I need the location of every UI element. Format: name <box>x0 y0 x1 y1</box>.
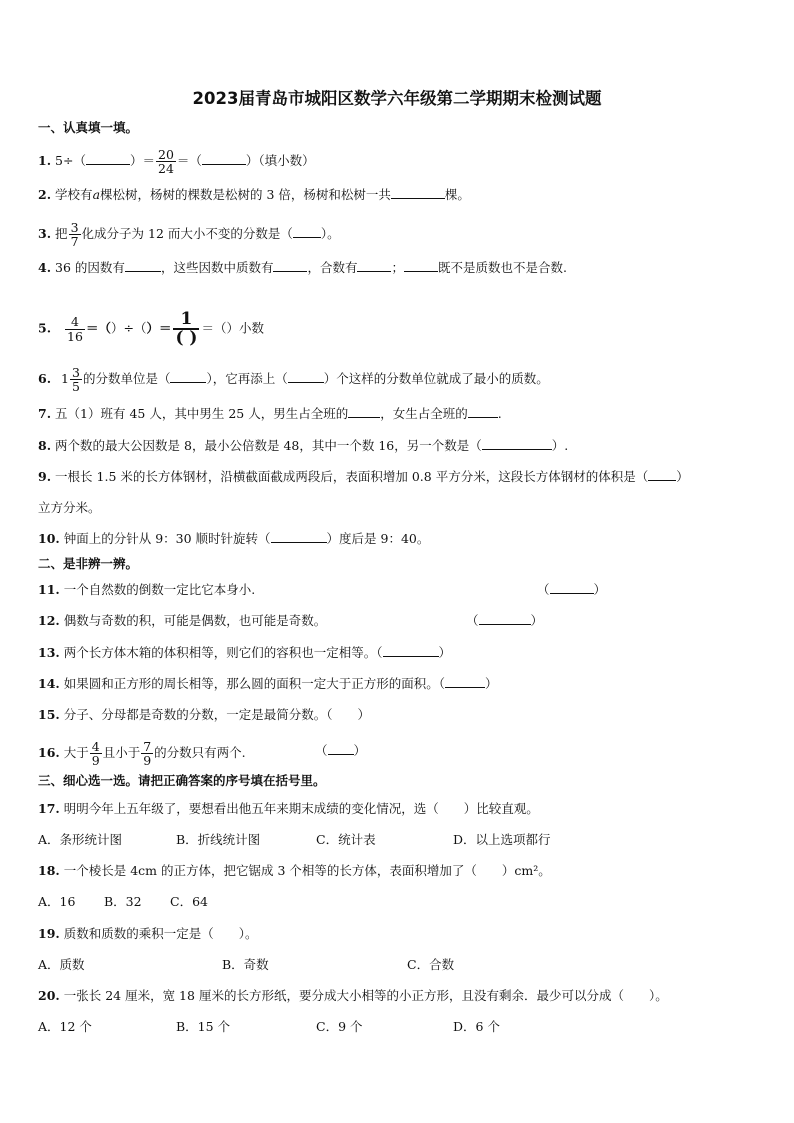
q12-text: 偶数与奇数的积，可能是偶数，也可能是奇数。 <box>63 613 327 628</box>
question-8 <box>38 440 568 453</box>
q19-text: 质数和质数的乘积一定是（ ）。 <box>63 926 258 941</box>
answer-blank[interactable] <box>445 686 485 688</box>
answer-blank[interactable] <box>273 270 307 272</box>
question-number: 12. <box>38 613 60 628</box>
q3-text-c: ）。 <box>320 226 340 242</box>
q9-text-b: ） <box>676 469 689 484</box>
q3-text-a: 把 <box>55 226 68 242</box>
q16-text-c: 的分数只有两个. <box>154 745 246 761</box>
q20-option-d[interactable]: D．6 个 <box>453 1019 500 1034</box>
answer-blank[interactable] <box>348 416 380 418</box>
q5-text-d: ＝（ <box>201 320 227 336</box>
q10-text-a: 钟面上的分针从 9：30 顺时针旋转（ <box>63 531 271 546</box>
question-number: 13. <box>38 645 60 660</box>
question-number: 14. <box>38 676 60 691</box>
q16-answer-bracket[interactable]: （ ） <box>315 743 367 758</box>
question-19 <box>38 928 258 941</box>
q5-text-c: ）＝ <box>146 320 172 336</box>
question-11 <box>38 584 255 597</box>
q4-text-c: ，合数有 <box>307 260 358 275</box>
question-6 <box>38 366 549 393</box>
answer-blank[interactable] <box>391 197 445 199</box>
question-15 <box>38 709 370 722</box>
question-number: 8. <box>38 438 52 453</box>
q16-text-a: 大于 <box>63 745 89 761</box>
q12-answer-bracket[interactable]: （ ） <box>466 613 544 628</box>
close-paren: ） <box>485 676 498 691</box>
answer-blank[interactable] <box>293 236 321 238</box>
q6-text-c: ）个这样的分数单位就成了最小的质数。 <box>323 371 549 387</box>
question-2 <box>38 189 470 202</box>
q19-option-c[interactable]: C．合数 <box>407 957 455 972</box>
question-number: 15. <box>38 707 60 722</box>
fraction: $\frac{20}{24}$ <box>158 147 174 177</box>
question-20 <box>38 990 668 1003</box>
fraction: $\frac{4}{16}$ <box>67 314 83 344</box>
q20-option-b[interactable]: B．15 个 <box>176 1019 231 1034</box>
q4-text-b: ，这些因数中质数有 <box>160 260 274 275</box>
q14-text: 如果圆和正方形的周长相等，那么圆的面积一定大于正方形的面积。（ <box>63 676 445 691</box>
q18-option-c[interactable]: C．64 <box>170 894 208 909</box>
q17-option-a[interactable]: A．条形统计图 <box>38 832 123 847</box>
question-18 <box>38 865 551 878</box>
q16-text-b: 且小于 <box>102 745 141 761</box>
answer-blank[interactable] <box>125 270 161 272</box>
question-number: 1. <box>38 153 52 169</box>
q9-text-a: 一根长 1.5 米的长方体钢材，沿横截面截成两段后，表面积增加 0.8 平方分米，这段长方体钢材的体积是（ <box>55 469 649 484</box>
q15-text: 分子、分母都是奇数的分数，一定是最简分数。（ ） <box>63 707 370 722</box>
q11-answer-bracket[interactable]: （ ） <box>537 582 607 597</box>
q6-text-b: ），它再添上（ <box>206 371 288 387</box>
question-number: 3. <box>38 226 52 242</box>
section-heading-2: 二、是非辨一辨。 <box>38 556 139 571</box>
question-3 <box>38 221 340 248</box>
q20-option-c[interactable]: C．9 个 <box>316 1019 363 1034</box>
q1-text-d: ）（填小数） <box>245 153 315 169</box>
q1-text-c: ＝（ <box>176 153 202 169</box>
fraction-with-blank-denominator: 1 ( ) <box>175 309 198 348</box>
question-number: 4. <box>38 260 52 275</box>
page-title: 2023届青岛市城阳区数学六年级第二学期期末检测试题 <box>192 89 602 108</box>
question-5 <box>38 311 264 347</box>
q10-text-b: ）度后是 9：40。 <box>326 531 430 546</box>
question-17 <box>38 803 539 816</box>
q5-text-e: ）小数 <box>226 320 265 336</box>
question-number: 16. <box>38 745 60 761</box>
q1-text-a: 5÷（ <box>55 153 86 169</box>
question-number: 17. <box>38 801 60 816</box>
answer-blank[interactable] <box>468 416 498 418</box>
mixed-number-whole: 1 <box>61 371 69 387</box>
q18-text: 一个棱长是 4cm 的正方体，把它锯成 3 个相等的长方体，表面积增加了（ ）cm²。 <box>63 863 551 878</box>
q1-text-b: ）＝ <box>129 153 155 169</box>
q8-text-b: ）. <box>551 438 569 453</box>
question-number: 9. <box>38 469 52 484</box>
q19-option-a[interactable]: A．质数 <box>38 957 85 972</box>
question-number: 5. <box>38 320 52 336</box>
answer-blank[interactable] <box>404 270 438 272</box>
answer-blank[interactable] <box>271 541 327 543</box>
fraction: $\frac{7}{9}$ <box>143 739 152 769</box>
answer-blank[interactable] <box>288 381 324 383</box>
fraction: $\frac{3}{5}$ <box>72 365 80 395</box>
answer-blank[interactable] <box>170 381 206 383</box>
q2-text-a: 学校有 <box>55 187 93 202</box>
answer-blank[interactable] <box>357 270 391 272</box>
q6-text-a: 的分数单位是（ <box>82 371 171 387</box>
q5-text-a: ＝（ <box>85 320 111 336</box>
question-9 <box>38 471 689 484</box>
answer-blank[interactable] <box>648 479 676 481</box>
question-7 <box>38 408 502 421</box>
q4-text-d: ； <box>391 260 404 275</box>
q4-text-e: 既不是质数也不是合数. <box>437 260 567 275</box>
q7-text-a: 五（1）班有 45 人，其中男生 25 人，男生占全班的 <box>55 406 349 421</box>
section-heading-1: 一、认真填一填。 <box>38 120 139 135</box>
question-16 <box>38 740 246 767</box>
q17-option-c[interactable]: C．统计表 <box>316 832 376 847</box>
q20-option-a[interactable]: A．12 个 <box>38 1019 92 1034</box>
q18-option-a[interactable]: A．16 <box>38 894 76 909</box>
question-13 <box>38 647 451 660</box>
answer-blank[interactable] <box>202 163 246 165</box>
variable-a: a <box>92 187 101 202</box>
question-number: 11. <box>38 582 60 597</box>
q19-option-b[interactable]: B．奇数 <box>222 957 269 972</box>
answer-blank[interactable] <box>86 163 130 165</box>
question-number: 20. <box>38 988 60 1003</box>
fraction: $\frac{3}{7}$ <box>70 220 79 250</box>
question-12 <box>38 615 326 628</box>
q3-text-b: 化成分子为 12 而大小不变的分数是（ <box>81 226 293 242</box>
q2-text-c: 棵。 <box>444 187 470 202</box>
section-heading-3: 三、细心选一选。请把正确答案的序号填在括号里。 <box>38 773 326 788</box>
close-paren: ） <box>438 645 452 660</box>
q11-text: 一个自然数的倒数一定比它本身小. <box>63 582 256 597</box>
q17-text: 明明今年上五年级了，要想看出他五年来期末成绩的变化情况，选（ ）比较直观。 <box>63 801 539 816</box>
q2-text-b: 棵松树，杨树的棵数是松树的 3 倍，杨树和松树一共 <box>100 187 391 202</box>
q13-text: 两个长方体木箱的体积相等，则它们的容积也一定相等。（ <box>63 645 383 660</box>
q5-text-b: ）÷（ <box>110 320 147 336</box>
answer-blank[interactable] <box>383 655 439 657</box>
q18-option-b[interactable]: B．32 <box>104 894 142 909</box>
q4-text-a: 36 的因数有 <box>55 260 125 275</box>
question-number: 18. <box>38 863 60 878</box>
question-number: 10. <box>38 531 60 546</box>
answer-blank[interactable] <box>482 448 552 450</box>
question-number: 2. <box>38 187 52 202</box>
q7-text-c: . <box>497 406 502 421</box>
q7-text-b: ，女生占全班的 <box>380 406 468 421</box>
q17-option-b[interactable]: B．折线统计图 <box>176 832 261 847</box>
question-1 <box>38 148 315 175</box>
question-14 <box>38 678 498 691</box>
fraction: $\frac{4}{9}$ <box>91 739 100 769</box>
question-number: 19. <box>38 926 60 941</box>
q8-text-a: 两个数的最大公因数是 8，最小公倍数是 48，其中一个数 16，另一个数是（ <box>55 438 482 453</box>
question-9-continuation: 立方分米。 <box>38 500 101 515</box>
question-number: 7. <box>38 406 52 421</box>
q20-text: 一张长 24 厘米，宽 18 厘米的长方形纸，要分成大小相等的小正方形，且没有剩余．最少可以分成（ ）。 <box>63 988 668 1003</box>
question-4 <box>38 262 567 275</box>
question-10 <box>38 533 429 546</box>
question-number: 6. <box>38 371 52 387</box>
q17-option-d[interactable]: D．以上选项都行 <box>453 832 551 847</box>
